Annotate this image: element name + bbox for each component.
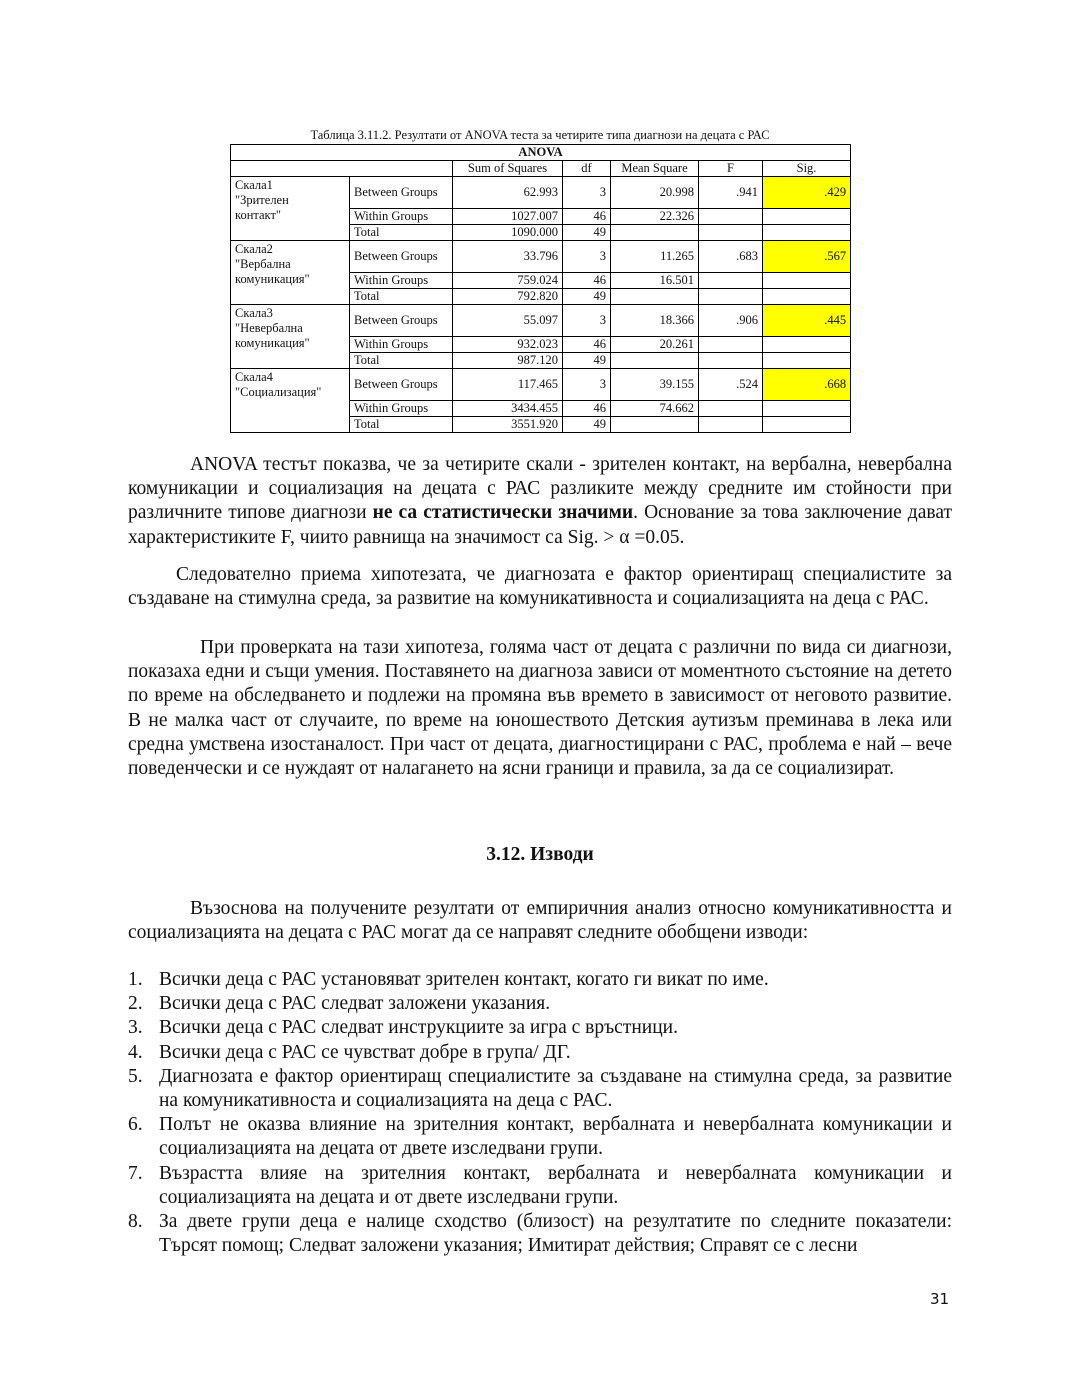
f-cell	[699, 209, 763, 225]
f-cell	[699, 417, 763, 433]
ms-cell	[611, 417, 699, 433]
list-item: 3. Всички деца с РАС следват инструкциите за игра с връстници.	[128, 1017, 678, 1039]
header-sum-of-squares: Sum of Squares	[453, 161, 563, 177]
df-cell: 46	[563, 337, 611, 353]
ss-cell: 1027.007	[453, 209, 563, 225]
ms-cell: 39.155	[611, 369, 699, 401]
source-cell: Within Groups	[350, 209, 453, 225]
f-cell	[699, 225, 763, 241]
scale-label: Скала1 "Зрителен контакт"	[231, 177, 350, 241]
header-empty	[231, 161, 453, 177]
ss-cell: 3551.920	[453, 417, 563, 433]
section-heading: 3.12. Изводи	[486, 844, 594, 865]
ms-cell	[611, 353, 699, 369]
f-cell: .941	[699, 177, 763, 209]
ss-cell: 117.465	[453, 369, 563, 401]
source-cell: Within Groups	[350, 273, 453, 289]
sig-cell	[763, 225, 851, 241]
scale-label: Скала2 "Вербална комуникация"	[231, 241, 350, 305]
df-cell: 3	[563, 369, 611, 401]
sig-cell	[763, 289, 851, 305]
list-item: 5. Диагнозата е фактор ориентиращ специалистите за създаване на стимулна среда, за развитие на комуникативноста и социализацията на деца с РАС.	[128, 1065, 952, 1112]
sig-cell	[763, 353, 851, 369]
conclusions-list	[128, 968, 952, 1258]
df-cell: 46	[563, 401, 611, 417]
sig-cell-highlighted: .445	[763, 305, 851, 337]
df-cell: 3	[563, 177, 611, 209]
hypothesis-check-paragraph: При проверката на тази хипотеза, голяма част от децата с различни по вида си диагнози, показаха едни и същи умения. Поставянето на диагноза зависи от моментното състояние на детето по време на обследването и подлежи на промяна във времето в зависимост от неговото развитие. В не малка част от случаите, по време на юношеството Детския аутизъм преминава в лека или средна умствена изостаналост. При част от децата, диагностицирани с РАС, проблема е най – вече поведенчески и се нуждаят от налагането на ясни граници и правила, за да се социализират.	[128, 637, 952, 780]
ss-cell: 3434.455	[453, 401, 563, 417]
ms-cell: 20.998	[611, 177, 699, 209]
table-row	[231, 177, 851, 209]
header-f: F	[699, 161, 763, 177]
header-sig: Sig.	[763, 161, 851, 177]
df-cell: 49	[563, 225, 611, 241]
sig-cell	[763, 273, 851, 289]
ms-cell	[611, 225, 699, 241]
list-item: 4. Всички деца с РАС се чувстват добре в група/ ДГ.	[128, 1041, 571, 1063]
table-caption: Таблица 3.11.2. Резултати от ANOVA теста за четирите типа диагнози на децата с РАС	[310, 128, 770, 142]
ss-cell: 1090.000	[453, 225, 563, 241]
ms-cell	[611, 289, 699, 305]
sig-cell	[763, 401, 851, 417]
source-cell: Total	[350, 353, 453, 369]
source-cell: Between Groups	[350, 177, 453, 209]
list-item: 2. Всички деца с РАС следват заложени указания.	[128, 993, 551, 1015]
source-cell: Between Groups	[350, 241, 453, 273]
sig-cell-highlighted: .567	[763, 241, 851, 273]
ss-cell: 55.097	[453, 305, 563, 337]
scale-label: Скала3 "Невербална комуникация"	[231, 305, 350, 369]
ss-cell: 932.023	[453, 337, 563, 353]
ms-cell: 16.501	[611, 273, 699, 289]
f-cell: .683	[699, 241, 763, 273]
ss-cell: 759.024	[453, 273, 563, 289]
table-header-row	[231, 161, 851, 177]
df-cell: 49	[563, 353, 611, 369]
anova-paragraph: ANOVA тестът показва, че за четирите скали - зрителен контакт, на вербална, невербална комуникации и социализация на децата с РАС разликите между средните им стойности при различните типове диагнози не са статистически значими. Основание за това заключение дават характеристиките F, чиито равнища на значимост са Sig. > α =0.05.	[128, 454, 952, 548]
page-number: 31	[930, 1290, 950, 1308]
list-item: 7. Възрастта влияе на зрителния контакт, вербалната и невербалната комуникации и социализацията на децата и от двете изследвани групи.	[128, 1162, 952, 1208]
f-cell	[699, 401, 763, 417]
anova-table	[230, 144, 851, 433]
sig-cell	[763, 417, 851, 433]
table-row	[231, 369, 851, 401]
sig-cell-highlighted: .668	[763, 369, 851, 401]
f-cell: .524	[699, 369, 763, 401]
source-cell: Total	[350, 225, 453, 241]
table-title-row	[231, 145, 851, 161]
ss-cell: 33.796	[453, 241, 563, 273]
bold-emphasis: не са статистически значими	[372, 502, 634, 524]
df-cell: 46	[563, 209, 611, 225]
sig-cell-highlighted: .429	[763, 177, 851, 209]
f-cell: .906	[699, 305, 763, 337]
ss-cell: 62.993	[453, 177, 563, 209]
table-row	[231, 305, 851, 337]
f-cell	[699, 353, 763, 369]
conclusions-intro-paragraph: Възоснова на получените резултати от емпиричния анализ относно комуникативността и социализацията на децата с РАС могат да се направят следните обобщени изводи:	[128, 898, 952, 944]
f-cell	[699, 337, 763, 353]
list-item: 1. Всички деца с РАС установяват зрителен контакт, когато ги викат по име.	[128, 969, 769, 990]
scale-label: Скала4 "Социализация"	[231, 369, 350, 433]
ms-cell: 11.265	[611, 241, 699, 273]
df-cell: 49	[563, 289, 611, 305]
ms-cell: 18.366	[611, 305, 699, 337]
table-row	[231, 241, 851, 273]
header-mean-square: Mean Square	[611, 161, 699, 177]
df-cell: 3	[563, 241, 611, 273]
hypothesis-paragraph: Следователно приема хипотезата, че диагнозата е фактор ориентиращ специалистите за създаване на стимулна среда, за развитие на комуникативноста и социализацията на деца с РАС.	[128, 564, 952, 610]
ms-cell: 74.662	[611, 401, 699, 417]
list-item: 6. Полът не оказва влияние на зрителния контакт, вербалната и невербалната комуникации и социализацията на децата от двете изследвани групи.	[128, 1114, 952, 1160]
source-cell: Between Groups	[350, 369, 453, 401]
header-df: df	[563, 161, 611, 177]
df-cell: 46	[563, 273, 611, 289]
source-cell: Between Groups	[350, 305, 453, 337]
df-cell: 3	[563, 305, 611, 337]
df-cell: 49	[563, 417, 611, 433]
sig-cell	[763, 209, 851, 225]
source-cell: Within Groups	[350, 401, 453, 417]
ss-cell: 792.820	[453, 289, 563, 305]
sig-cell	[763, 337, 851, 353]
list-item: 8. За двете групи деца е налице сходство (близост) на резултатите по следните показатели: Търсят помощ; Следват заложени указания; Имитират действия; Справят се с лесни	[128, 1211, 952, 1257]
ms-cell: 20.261	[611, 337, 699, 353]
ms-cell: 22.326	[611, 209, 699, 225]
source-cell: Total	[350, 417, 453, 433]
source-cell: Within Groups	[350, 337, 453, 353]
ss-cell: 987.120	[453, 353, 563, 369]
source-cell: Total	[350, 289, 453, 305]
f-cell	[699, 273, 763, 289]
f-cell	[699, 289, 763, 305]
table-title: ANOVA	[231, 145, 851, 161]
